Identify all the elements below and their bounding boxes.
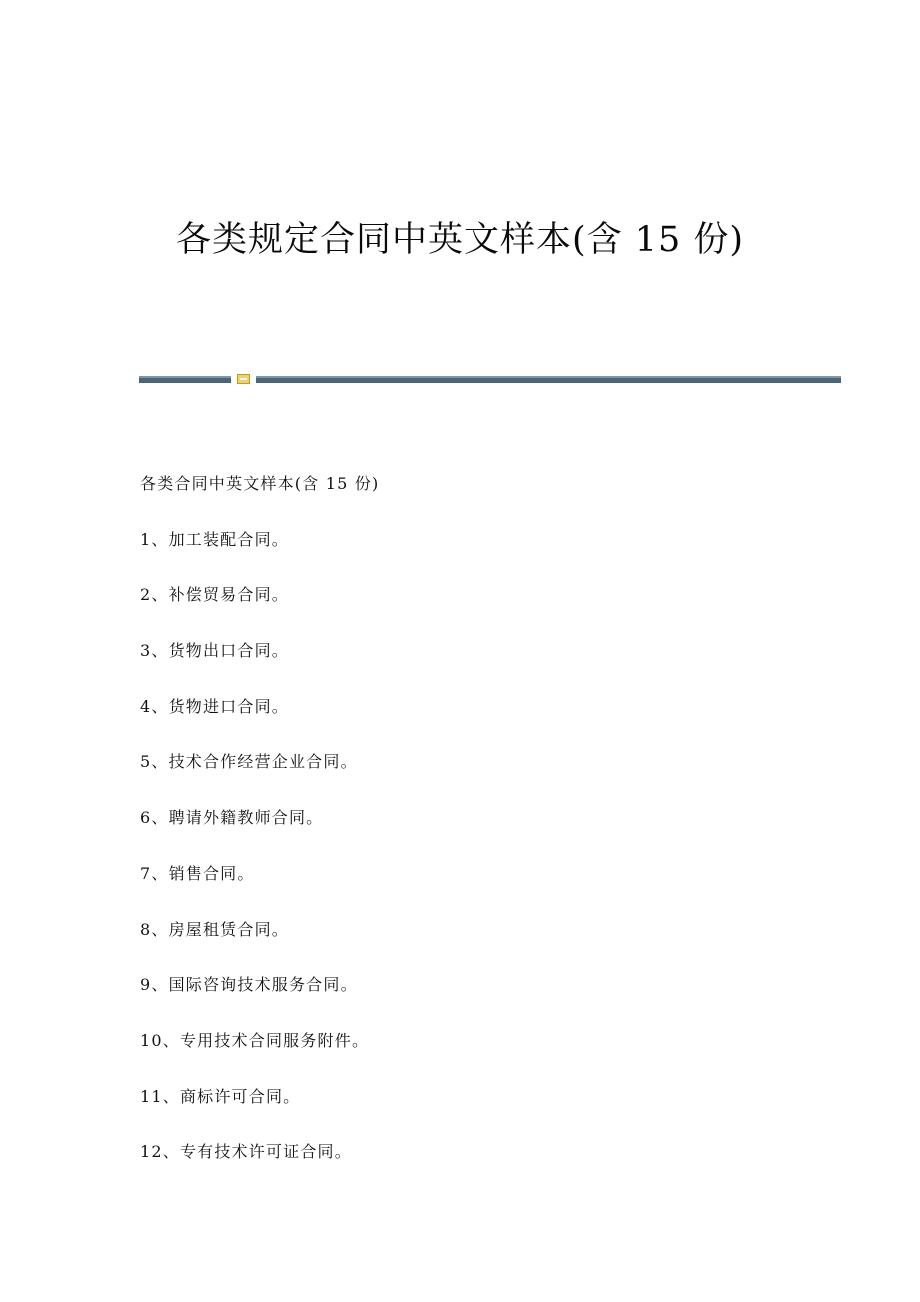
document-subtitle: 各类合同中英文样本(含 15 份) (140, 474, 380, 493)
list-item: 9、国际咨询技术服务合同。 (140, 975, 358, 995)
list-item: 8、房屋租赁合同。 (140, 919, 289, 939)
list-item: 11、商标许可合同。 (140, 1086, 301, 1106)
list-item: 2、补偿贸易合同。 (140, 585, 289, 605)
divider-ornament-icon (237, 374, 250, 384)
divider-highlight-left (139, 376, 231, 378)
list-item: 6、聘请外籍教师合同。 (140, 808, 324, 828)
list-item: 10、专用技术合同服务附件。 (140, 1030, 370, 1050)
title-divider (139, 374, 841, 384)
document-body (140, 470, 840, 1194)
page-title: 各类规定合同中英文样本(含 15 份) (175, 220, 745, 260)
list-item: 1、加工装配合同。 (140, 529, 289, 549)
list-item: 5、技术合作经营企业合同。 (140, 752, 358, 772)
list-item: 4、货物进口合同。 (140, 696, 289, 716)
divider-highlight-right (256, 376, 841, 378)
list-item: 12、专有技术许可证合同。 (140, 1142, 352, 1162)
list-item: 7、销售合同。 (140, 863, 255, 883)
list-item: 3、货物出口合同。 (140, 641, 289, 661)
